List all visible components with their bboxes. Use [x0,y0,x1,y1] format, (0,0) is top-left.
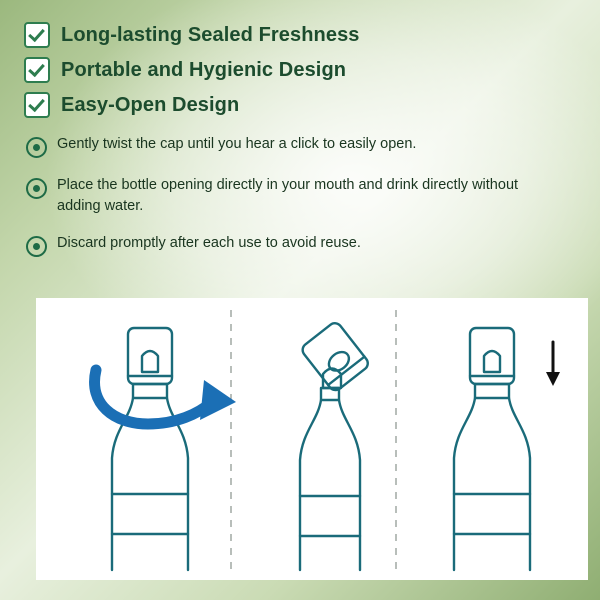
bullet-dot-icon [26,236,47,257]
feature-label: Portable and Hygienic Design [61,58,347,81]
checkbox-check-icon [24,57,50,83]
bullet-dot-icon [26,137,47,158]
instruction-item [26,233,566,257]
instruction-list [24,134,576,257]
instruction-text: Gently twist the cap until you hear a click to easily open. [57,136,417,152]
bottle-opening-steps-diagram [36,298,588,580]
feature-label: Easy-Open Design [61,93,240,116]
text-content-area [0,0,600,257]
instruction-item [26,175,566,216]
checkbox-check-icon [24,92,50,118]
feature-list [24,22,576,118]
feature-item [24,57,576,83]
checkbox-check-icon [24,22,50,48]
instruction-item [26,134,566,158]
instruction-text: Place the bottle opening directly in your mouth and drink directly without adding water. [57,177,519,214]
feature-item [24,22,576,48]
instruction-text: Discard promptly after each use to avoid reuse. [57,235,361,252]
bullet-dot-icon [26,178,47,199]
feature-label: Long-lasting Sealed Freshness [61,23,360,46]
feature-item [24,92,576,118]
